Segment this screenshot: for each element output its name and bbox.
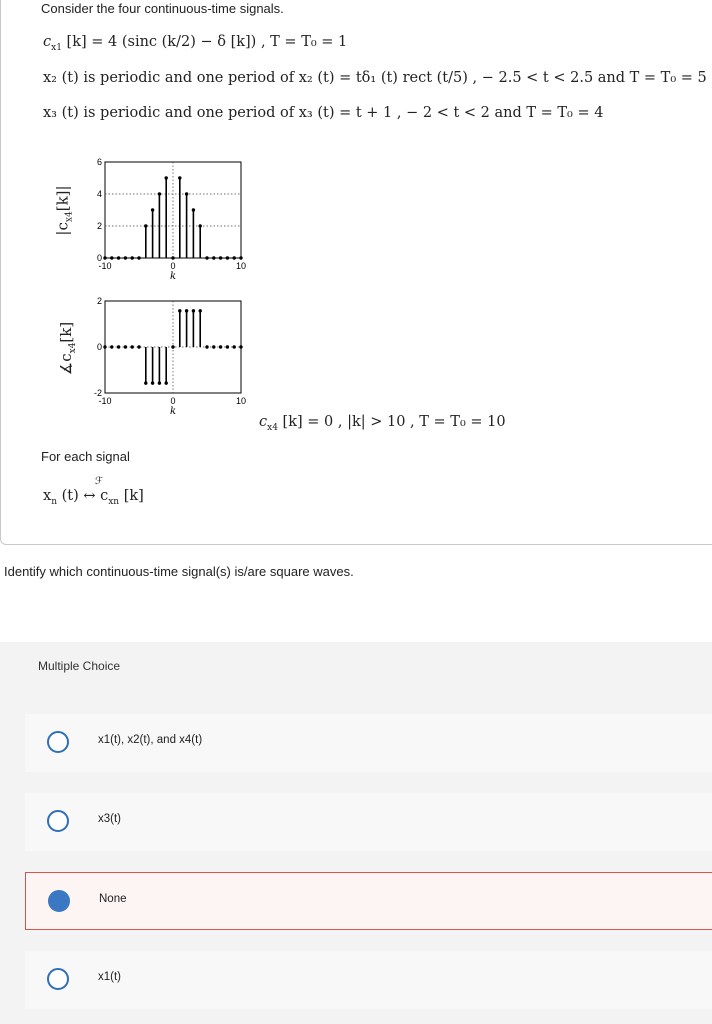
stem-point <box>117 345 120 348</box>
choice-option-2[interactable] <box>25 793 712 851</box>
x-axis-label: k <box>169 271 177 282</box>
stem-point <box>165 381 168 384</box>
stem-point <box>192 208 195 211</box>
choice-label: x3(t) <box>98 813 121 825</box>
plot1-ylabel-sub: x4 <box>64 211 75 223</box>
for-each-text: For each signal <box>41 449 130 464</box>
xtick-label: 0 <box>170 396 176 406</box>
phase-plot <box>81 293 261 428</box>
intro-text: Consider the four continuous-time signals. <box>41 1 284 16</box>
radio-button-selected-icon[interactable] <box>48 890 70 912</box>
xtick-label: 10 <box>235 396 247 406</box>
stem-point <box>144 224 147 227</box>
stem-point <box>171 345 174 348</box>
choice-option-1[interactable] <box>25 714 712 772</box>
stem-point <box>137 256 140 259</box>
stem-point <box>110 256 113 259</box>
choice-option-3[interactable] <box>25 872 712 930</box>
choice-label: None <box>99 893 127 905</box>
multiple-choice-title: Multiple Choice <box>38 659 121 673</box>
stem-point <box>131 256 134 259</box>
stem-point <box>158 381 161 384</box>
eq1-sub: x1 <box>51 42 62 53</box>
stem-point <box>199 309 202 312</box>
ytick-label: 2 <box>96 296 102 306</box>
magnitude-plot <box>81 156 261 296</box>
pair-sub-n: n <box>51 496 57 507</box>
stem-point <box>212 256 215 259</box>
ytick-label: 2 <box>96 221 102 231</box>
stem-point <box>110 345 113 348</box>
stem-point <box>226 345 229 348</box>
stem-point <box>219 256 222 259</box>
pair-x: x <box>43 488 52 504</box>
plot1-ylabel-rest: [k]| <box>53 185 72 212</box>
x-axis-label: k <box>169 406 177 417</box>
fourier-symbol: ℱ <box>95 476 103 487</box>
choice-option-4[interactable] <box>25 951 712 1009</box>
xtick-label: 0 <box>170 261 176 271</box>
stem-point <box>158 192 161 195</box>
stem-point <box>226 256 229 259</box>
stem-point <box>185 192 188 195</box>
stem-point <box>199 224 202 227</box>
stem-point <box>178 176 181 179</box>
stem-point <box>212 345 215 348</box>
stem-point <box>205 345 208 348</box>
choice-label: x1(t) <box>98 971 121 983</box>
equation-cx1 <box>43 34 347 53</box>
stem-point <box>144 381 147 384</box>
stem-point <box>239 256 242 259</box>
stem-point <box>103 256 106 259</box>
stem-point <box>131 345 134 348</box>
eq4-rest: [k] = 0 , |k| > 10 , T = T₀ = 10 <box>282 414 506 430</box>
stem-point <box>205 256 208 259</box>
stem-point <box>192 309 195 312</box>
eq4-sub: x4 <box>267 422 278 433</box>
stem-point <box>239 345 242 348</box>
radio-button-icon[interactable] <box>47 810 69 832</box>
xtick-label: -10 <box>98 261 112 271</box>
ytick-label: -2 <box>93 388 102 398</box>
stem-point <box>219 345 222 348</box>
stem-point <box>233 345 236 348</box>
plot2-ylabel <box>57 322 78 375</box>
stem-point <box>137 345 140 348</box>
xtick-label: -10 <box>98 396 112 406</box>
stem-point <box>178 309 181 312</box>
ytick-label: 6 <box>96 157 102 167</box>
pair-sub-xn: xn <box>108 496 120 507</box>
ytick-label: 0 <box>96 342 102 352</box>
stem-point <box>117 256 120 259</box>
equation-x3: x₃ (t) is periodic and one period of x₃ (t) = t + 1 , − 2 < t < 2 and T = T₀ = 4 <box>43 105 604 121</box>
pair-rest: (t) ↔ c <box>61 488 109 504</box>
stem-point <box>124 345 127 348</box>
plot1-ylabel <box>54 185 75 235</box>
equation-x2: x₂ (t) is periodic and one period of x₂ (t) = tδ₁ (t) rect (t/5) , − 2.5 < t < 2.5 and T = T₀ = 5 <box>43 70 707 86</box>
stem-point <box>151 381 154 384</box>
plot1-ylabel-main: |c <box>53 222 72 236</box>
ytick-label: 4 <box>96 189 102 199</box>
stem-point <box>165 176 168 179</box>
stem-point <box>124 256 127 259</box>
plot2-ylabel-rest: [k] <box>57 321 76 343</box>
xtick-label: 10 <box>235 261 247 271</box>
eq4-c: c <box>259 414 268 430</box>
multiple-choice-panel <box>0 642 712 1024</box>
equation-cx4 <box>259 414 506 433</box>
question-prompt: Identify which continuous-time signal(s) is/are square waves. <box>4 564 354 579</box>
stem-point <box>171 256 174 259</box>
eq1-rest: [k] = 4 (sinc (k/2) − δ [k]) , T = T₀ = 1 <box>66 34 348 50</box>
radio-button-icon[interactable] <box>47 731 69 753</box>
stem-point <box>151 208 154 211</box>
pair-end: [k] <box>123 488 144 504</box>
plot2-ylabel-main: ∡c <box>57 353 76 376</box>
stem-point <box>185 309 188 312</box>
ytick-label: 0 <box>96 253 102 263</box>
radio-button-icon[interactable] <box>47 968 69 990</box>
stem-point <box>103 345 106 348</box>
eq1-c: c <box>43 34 52 50</box>
stem-point <box>233 256 236 259</box>
fourier-pair <box>43 476 144 507</box>
plot2-ylabel-sub: x4 <box>68 342 79 354</box>
choice-label: x1(t), x2(t), and x4(t) <box>98 734 203 746</box>
